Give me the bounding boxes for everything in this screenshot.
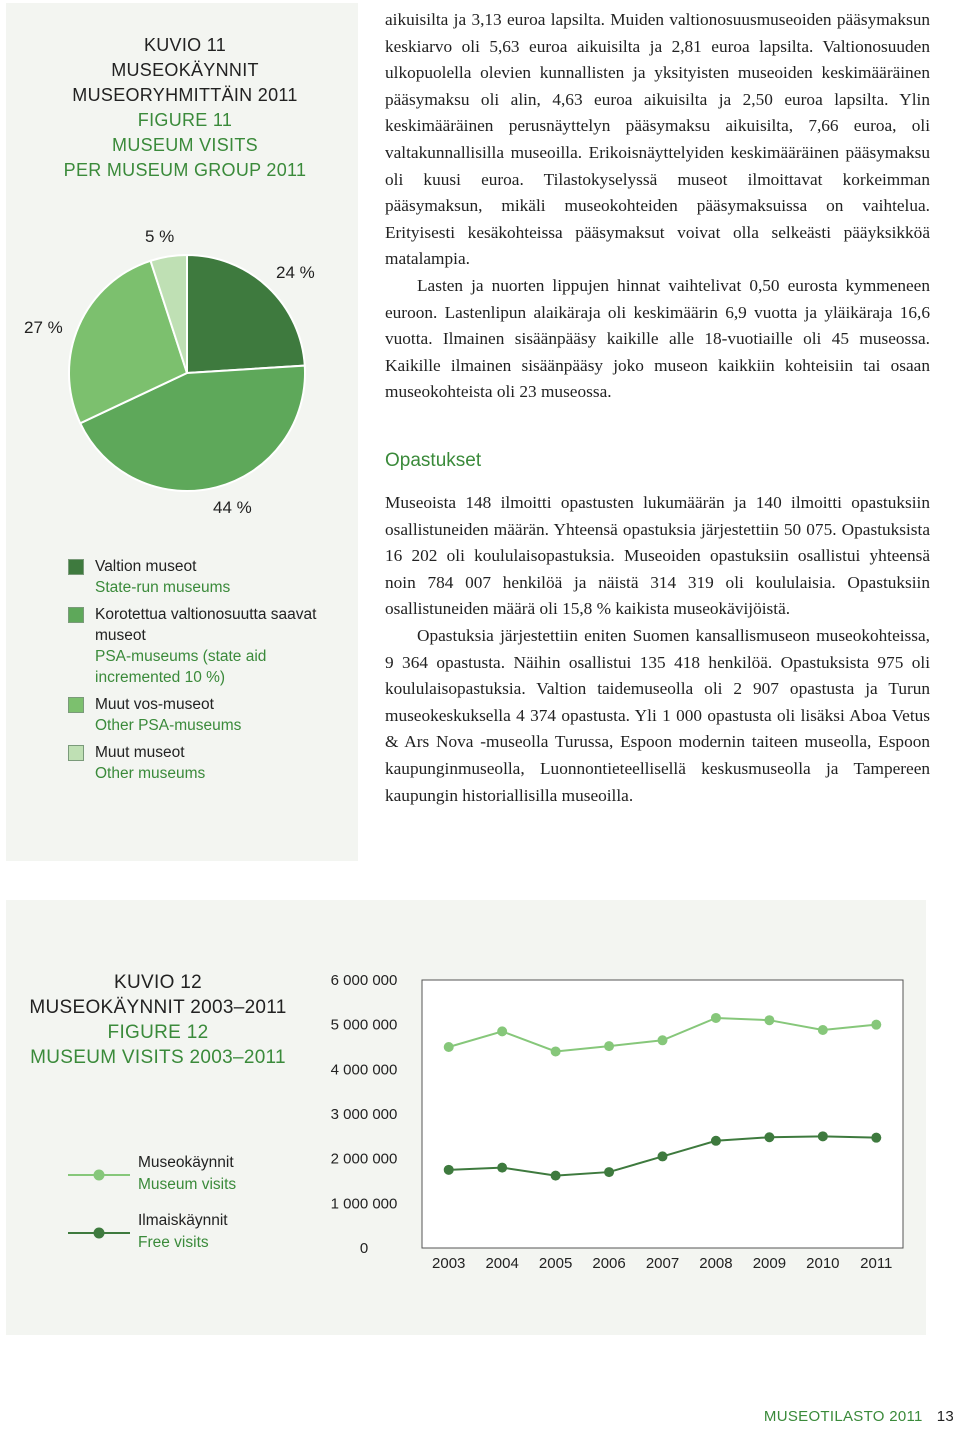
- legend-label-fi: Museokäynnit: [138, 1154, 234, 1171]
- data-point-free-visits: [764, 1132, 774, 1142]
- y-tick-label: 1 000 000: [330, 1195, 398, 1213]
- x-tick-label: 2003: [432, 1255, 466, 1272]
- figure12-title-en-2: MUSEUM VISITS 2003–2011: [30, 1047, 286, 1068]
- figure12-title-fi-1: KUVIO 12: [114, 972, 202, 993]
- y-tick-label: 2 000 000: [330, 1150, 398, 1168]
- legend-label-fi: Muut vos-museot: [95, 696, 214, 713]
- y-tick-label: 0: [359, 1240, 369, 1257]
- figure11-title-fi-2: MUSEOKÄYNNIT: [111, 60, 259, 80]
- data-point-museum-visits: [444, 1042, 454, 1052]
- data-point-museum-visits: [604, 1041, 614, 1051]
- plot-area: [422, 980, 903, 1248]
- figure12-title-en-1: FIGURE 12: [107, 1022, 209, 1043]
- legend-label-en: Other museums: [95, 765, 206, 782]
- data-point-museum-visits: [551, 1046, 561, 1056]
- legend-label-en: Free visits: [138, 1234, 209, 1251]
- figure12-title-fi-2: MUSEOKÄYNNIT 2003–2011: [29, 997, 287, 1018]
- x-tick-label: 2009: [752, 1255, 787, 1272]
- data-point-free-visits: [818, 1131, 828, 1141]
- section-heading: Opastukset: [385, 450, 482, 471]
- data-point-free-visits: [444, 1165, 454, 1175]
- paragraph: Museoista 148 ilmoitti opastusten lukumäärän ja 140 ilmoitti opastuksiin osallistuneiden määrän. Yhteensä opastuksia järjestettiin 50 075. Opastuksista 16 202 oli koululaisopastuksia. Museoiden opastuksiin osallistui yhteensä noin 784 007 henkilöä ja näistä 314 319 oli koululaisia. Opastuksiin osallistuneiden määrä oli 15,8 % kaikista museokävijöistä.: [385, 493, 930, 619]
- data-point-free-visits: [551, 1171, 561, 1181]
- figure11-title-en-2: MUSEUM VISITS: [112, 135, 258, 155]
- page-footer: [764, 1408, 954, 1425]
- legend-label-fi: Valtion museot: [95, 558, 197, 575]
- legend-label-fi: Korotettua valtionosuutta saavat museot: [95, 606, 317, 644]
- legend-label-en: Museum visits: [138, 1176, 237, 1193]
- publication-name: MUSEOTILASTO 2011: [763, 1408, 923, 1425]
- figure11-title-en-3: PER MUSEUM GROUP 2011: [63, 160, 307, 180]
- x-tick-label: 2007: [645, 1255, 680, 1272]
- data-point-museum-visits: [711, 1013, 721, 1023]
- pie-label-other-museums: 5 %: [145, 227, 175, 246]
- y-tick-label: 6 000 000: [330, 972, 398, 989]
- data-point-museum-visits: [497, 1026, 507, 1036]
- pie-label-state-run: 24 %: [276, 263, 315, 282]
- paragraph: aikuisilta ja 3,13 euroa lapsilta. Muiden valtionosuusmuseoiden pääsymaksun keskiarvo oli 5,63 euroa aikuisilta ja 2,81 euroa lapsilta. Valtionosuuden ulkopuolella olevien kunnallisten ja yksityisten museoiden keskimääräinen pääsymaksu oli alin, 4,63 euroa aikuisilta ja 2,50 euroa lapsilta. Ylin keskimääräinen perusnäyttelyn pääsymaksu aikuisilta, 7,66 euroa, oli valtakunnallisilla museoilla. Erikoisnäyttelyiden keskimääräinen pääsymaksu oli kuusi euroa. Tilastokyselyssä museot ilmoittavat korkeimman pääsymaksun, mikäli museokohteiden pääsymaksuissa on vaihtelua. Erityisesti kesäkohteissa pääsymaksut voivat olla selkeästi pääyksikköä matalampia.: [385, 10, 930, 269]
- pie-label-other-psa: 27 %: [24, 318, 63, 337]
- data-point-free-visits: [497, 1163, 507, 1173]
- figure11-title-fi-3: MUSEORYHMITTÄIN 2011: [72, 85, 298, 105]
- legend-label-en: State-run museums: [95, 579, 231, 596]
- legend-label-fi: Muut museot: [95, 744, 185, 761]
- data-point-museum-visits: [658, 1035, 668, 1045]
- legend-label-fi: Ilmaiskäynnit: [138, 1212, 228, 1229]
- paragraph: Lasten ja nuorten lippujen hinnat vaihtelivat 0,50 eurosta kymmeneen euroon. Lastenlipun alaikäraja oli keskimäärin 6,9 vuotta ja yläikäraja 16,6 vuotta. Ilmainen sisäänpääsy kaikille alle 18-vuotiaille oli 45 museossa. Kaikille ilmainen sisäänpääsy joko museon kaikkiin kohteisiin tai osaan museokohteista oli 23 museossa.: [385, 275, 930, 402]
- legend-label-en: PSA-museums (state aid incremented 10 %): [95, 648, 267, 686]
- data-point-free-visits: [871, 1133, 881, 1143]
- pie-label-psa-museums: 44 %: [213, 498, 252, 517]
- data-point-museum-visits: [871, 1020, 881, 1030]
- x-tick-label: 2006: [592, 1255, 626, 1272]
- figure11-title-fi-1: KUVIO 11: [143, 35, 227, 55]
- paragraph: Opastuksia järjestettiin eniten Suomen kansallismuseon museokohteissa, 9 364 opastusta. Näihin osallistui 135 418 henkilöä. Opastuksista 975 oli koululaisopastuksia. Valtion taidemuseolla oli 2 907 opastusta ja Turun museokeskuksella 4 374 opastusta. Yli 1 000 opastusta oli lisäksi Aboa Vetus & Ars Nova -museolla Turussa, Espoon modernin taiteen museolla, Espoon kaupunginmuseolla, Luonnontieteellisellä keskusmuseolla ja Tampereen kaupungin historiallisilla museoilla.: [385, 625, 930, 805]
- x-tick-label: 2010: [806, 1255, 840, 1272]
- data-point-free-visits: [604, 1167, 614, 1177]
- y-tick-label: 3 000 000: [330, 1106, 398, 1123]
- data-point-museum-visits: [818, 1025, 828, 1035]
- figure11-title-en-1: FIGURE 11: [137, 110, 233, 130]
- page-number: 13: [936, 1408, 954, 1425]
- data-point-free-visits: [658, 1151, 668, 1161]
- legend-label-en: Other PSA-museums: [95, 717, 242, 734]
- x-tick-label: 2005: [538, 1255, 573, 1272]
- x-tick-label: 2004: [485, 1255, 519, 1272]
- y-tick-label: 5 000 000: [330, 1016, 398, 1034]
- data-point-museum-visits: [764, 1015, 774, 1025]
- x-tick-label: 2011: [860, 1255, 893, 1272]
- y-tick-label: 4 000 000: [330, 1061, 398, 1079]
- data-point-free-visits: [711, 1136, 721, 1146]
- x-tick-label: 2008: [699, 1255, 733, 1272]
